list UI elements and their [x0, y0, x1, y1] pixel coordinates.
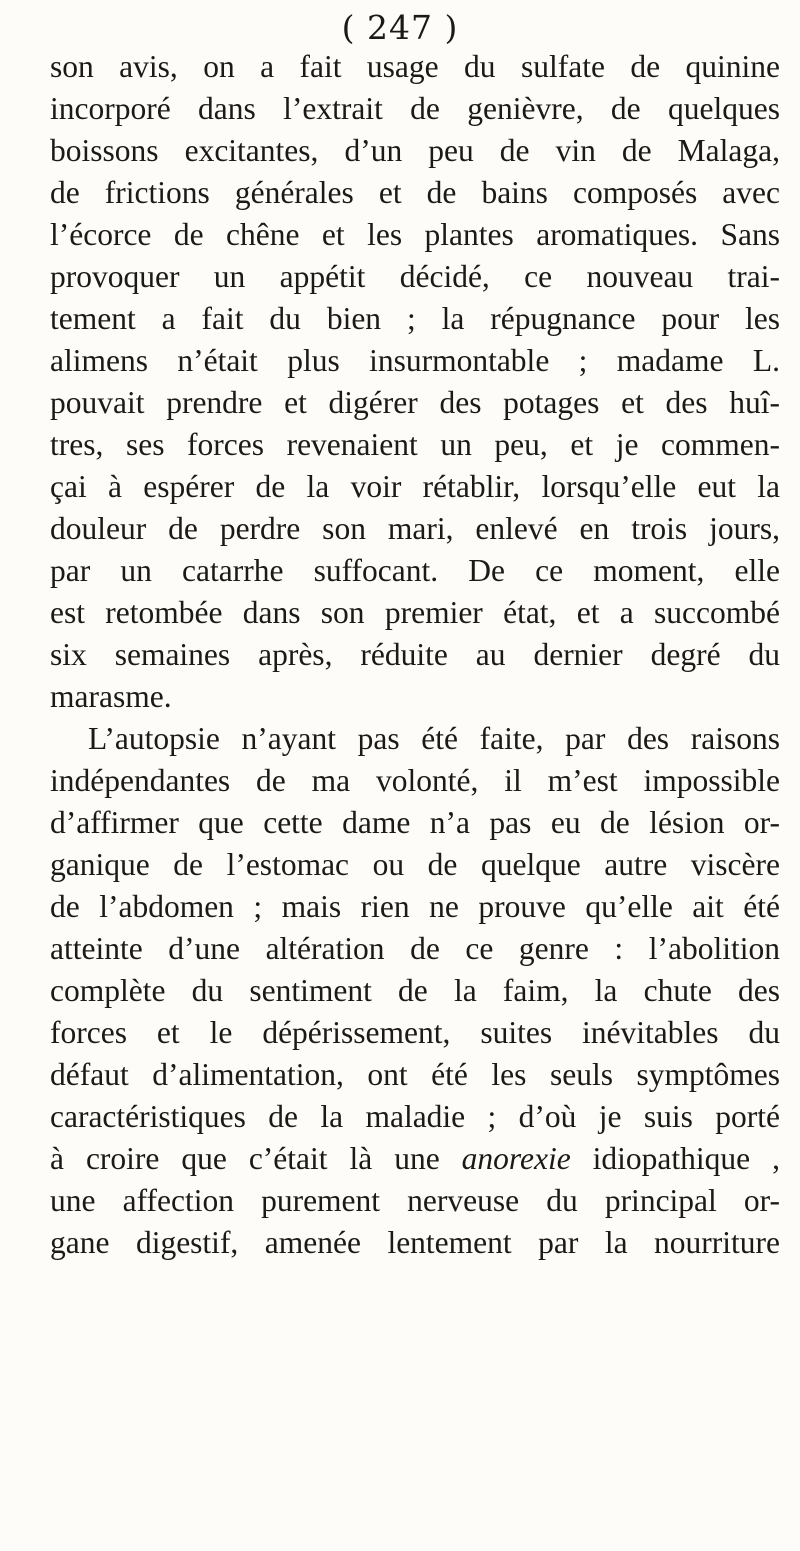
text-line: douleur de perdre son mari, enlevé en trois jours, — [50, 511, 780, 546]
text-line: tres, ses forces revenaient un peu, et je commen- — [50, 427, 780, 462]
text-line: provoquer un appétit décidé, ce nouveau trai- — [50, 259, 780, 294]
text-line: est retombée dans son premier état, et a succombé — [50, 595, 780, 630]
text-run: idiopathique , — [570, 1141, 780, 1176]
paragraph-1 — [50, 46, 780, 718]
text-line: atteinte d’une altération de ce genre : l’abolition — [50, 931, 780, 966]
text-line: de frictions générales et de bains composés avec — [50, 175, 780, 210]
text-line: incorporé dans l’extrait de genièvre, de quelques — [50, 91, 780, 126]
text-run: à croire que c’était là une — [50, 1141, 462, 1176]
text-line: L’autopsie n’ayant pas été faite, par des raisons — [88, 721, 780, 756]
text-line: alimens n’était plus insurmontable ; madame L. — [50, 343, 780, 378]
text-line: gane digestif, amenée lentement par la nourriture — [50, 1225, 780, 1260]
text-line: son avis, on a fait usage du sulfate de quinine — [50, 49, 780, 84]
text-line-with-emphasis — [50, 1138, 780, 1180]
body-text — [50, 46, 780, 1264]
text-line: de l’abdomen ; mais rien ne prouve qu’elle ait été — [50, 889, 780, 924]
text-line: ganique de l’estomac ou de quelque autre viscère — [50, 847, 780, 882]
text-line: çai à espérer de la voir rétablir, lorsqu’elle eut la — [50, 469, 780, 504]
text-line: d’affirmer que cette dame n’a pas eu de lésion or- — [50, 805, 780, 840]
paragraph-2 — [50, 718, 780, 1264]
text-line: tement a fait du bien ; la répugnance pour les — [50, 301, 780, 336]
text-line: défaut d’alimentation, ont été les seuls symptômes — [50, 1057, 780, 1092]
text-line: une affection purement nerveuse du principal or- — [50, 1183, 780, 1218]
text-line: boissons excitantes, d’un peu de vin de Malaga, — [50, 133, 780, 168]
text-line: pouvait prendre et digérer des potages et des huî- — [50, 385, 780, 420]
text-line: caractéristiques de la maladie ; d’où je suis porté — [50, 1099, 780, 1134]
text-line: complète du sentiment de la faim, la chute des — [50, 973, 780, 1008]
text-line: l’écorce de chêne et les plantes aromatiques. Sans — [50, 217, 780, 252]
text-line: six semaines après, réduite au dernier degré du — [50, 637, 780, 672]
page-number: ( 247 ) — [341, 8, 459, 47]
text-line: par un catarrhe suffocant. De ce moment, elle — [50, 553, 780, 588]
text-line: indépendantes de ma volonté, il m’est impossible — [50, 763, 780, 798]
text-line: forces et le dépérissement, suites inévitables du — [50, 1015, 780, 1050]
emphasized-term: anorexie — [461, 1141, 571, 1176]
text-line: marasme. — [50, 679, 172, 714]
